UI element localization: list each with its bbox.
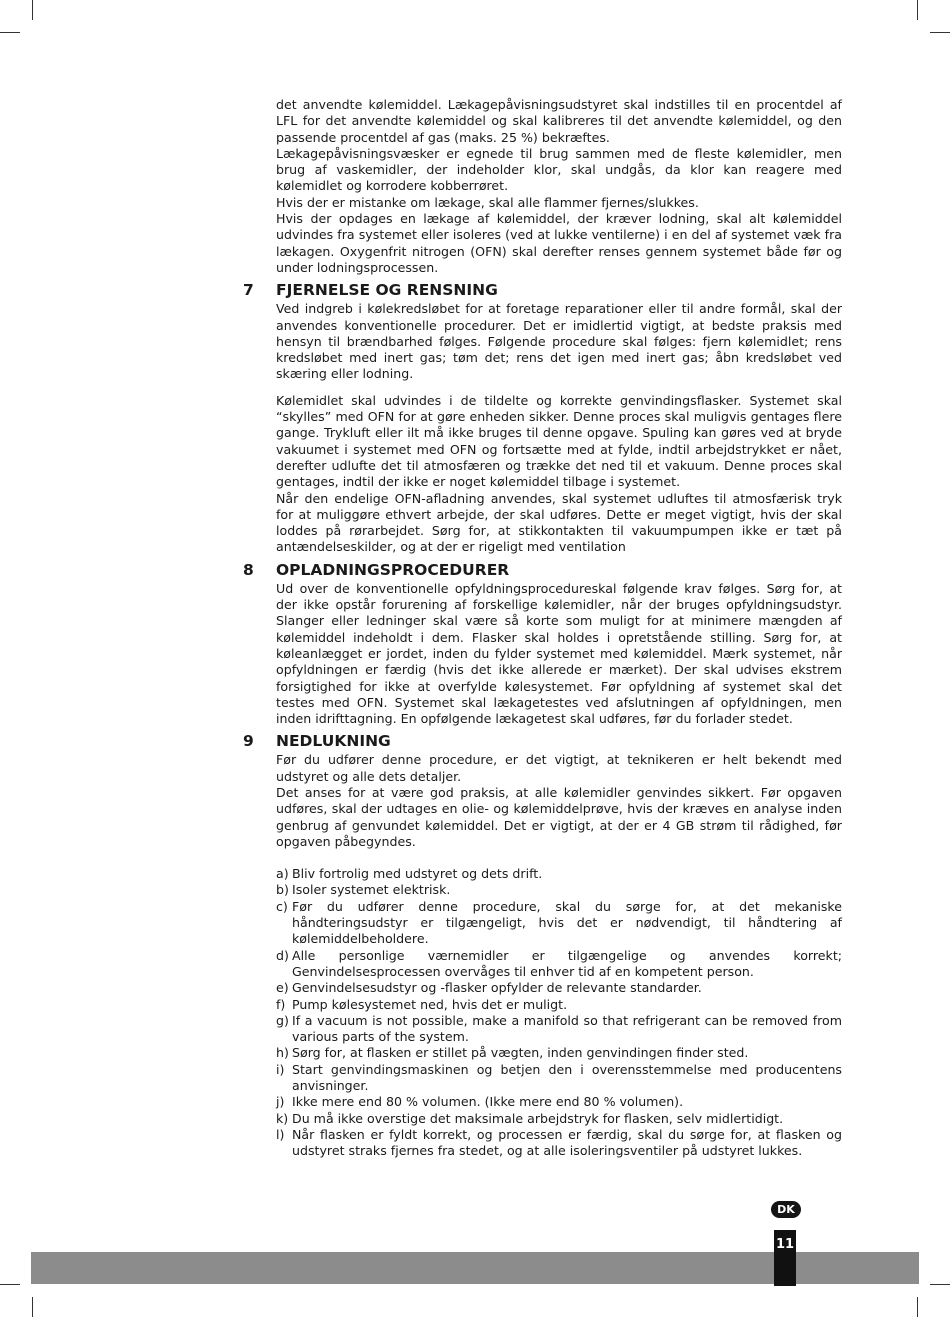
section-paragraph: Kølemidlet skal udvindes i de tildelte og korrekte genvindingsflasker. Systemet skal “skylles” med OFN for at gøre enheden sikker. Denne proces skal muligvis gentages flere gange. Trykluft eller ilt må ikke bruges til denne opgave. Spuling kan gøres ved at bryde vakuumet i systemet med OFN og fortsætte med at fylde, indtil arbejdstrykket er nået, derefter udlufte det til atmosfæren og trække det ned til et vakuum. Denne proces skal gentages, indtil der ikke er noget kølemiddel tilbage i systemet. [276, 392, 842, 490]
section-paragraph: Før du udfører denne procedure, er det vigtigt, at teknikeren er helt bekendt med udstyret og alle dets detaljer. [276, 752, 842, 784]
crop-mark [917, 1297, 918, 1317]
list-letter: d) [276, 947, 289, 963]
crop-mark [0, 32, 20, 33]
section-heading-7 [243, 281, 842, 300]
section-title: NEDLUKNING [276, 732, 391, 751]
list-text: Ikke mere end 80 % volumen. (Ikke mere end 80 % volumen). [292, 1094, 684, 1110]
list-letter: h) [276, 1045, 289, 1061]
list-letter: f) [276, 996, 286, 1012]
list-letter: l) [276, 1126, 285, 1142]
language-badge: DK [771, 1201, 801, 1218]
list-letter: j) [276, 1094, 285, 1110]
intro-paragraph: Lækagepåvisningsvæsker er egnede til brug sammen med de fleste kølemidler, men brug af vaskemidler, der indeholder klor, skal undgås, da klor kan reagere med kølemidlet og korrodere kobberrøret. [276, 145, 842, 194]
crop-mark [0, 1284, 20, 1285]
list-item [276, 980, 842, 996]
crop-mark [930, 1284, 950, 1285]
section-paragraph: Ud over de konventionelle opfyldningsprocedureskal følgende krav følges. Sørg for, at der ikke opstår forurening af forskellige kølemidler, når der bruges opfyldningsudstyr. Slanger eller ledninger skal være så korte som muligt for at minimere mængden af kølemiddel indeholdt i dem. Flasker skal holdes i opretstående stilling. Sørg for, at køleanlægget er jordet, inden du fylder systemet med kølemiddel. Mærk systemet, når opfyldningen er færdig (hvis det ikke allerede er mærket). Der skal udvises ekstrem forsigtighed for ikke at overfylde kølesystemet. Før opfyldning af systemet skal det testes med OFN. Systemet skal lækagetestes ved afslutningen af opfyldningen, men inden idrifttagning. En opfølgende lækagetest skal udføres, før du forlader stedet. [276, 580, 842, 727]
section-title: OPLADNINGSPROCEDURER [276, 560, 510, 579]
section-heading-9 [243, 732, 842, 751]
list-item [276, 1127, 842, 1160]
list-letter: a) [276, 866, 289, 882]
list-item [276, 948, 842, 981]
crop-mark [32, 0, 33, 20]
list-letter: g) [276, 1012, 289, 1028]
intro-paragraph: det anvendte kølemiddel. Lækagepåvisningsudstyret skal indstilles til en procentdel af LFL for det anvendte kølemiddel og skal kalibreres til det anvendte kølemiddel, og den passende procentdel af gas (maks. 25 %) bekræftes. [276, 97, 842, 145]
list-item [276, 882, 842, 898]
section-paragraph: Det anses for at være god praksis, at alle kølemidler genvindes sikkert. Før opgaven udføres, skal der udtages en olie- og kølemiddelprøve, hvis der kræves en analyse inden genbrug af genvundet kølemiddel. Det er vigtigt, at der er 4 GB strøm til rådighed, før opgaven påbegyndes. [276, 784, 842, 849]
list-letter: b) [276, 882, 289, 898]
paragraph-spacer [276, 383, 842, 393]
list-text: Isoler systemet elektrisk. [292, 882, 451, 898]
list-item [276, 1045, 842, 1061]
list-text: Når flasken er fyldt korrekt, og processen er færdig, skal du sørge for, at flasken og udstyret straks fjernes fra stedet, og at alle isoleringsventiler på udstyret lukkes. [292, 1126, 842, 1159]
section-paragraph: Når den endelige OFN-afladning anvendes, skal systemet udluftes til atmosfærisk tryk for at muliggøre ethvert arbejde, der skal udføres. Dette er meget vigtigt, hvis der skal loddes på rørarbejdet. Sørg for, at stikkontakten til vakuumpumpen ikke er tæt på antændelseskilder, og at der er rigeligt med ventilation [276, 490, 842, 555]
list-item [276, 997, 842, 1013]
section-title: FJERNELSE OG RENSNING [276, 281, 498, 300]
list-text: Pump kølesystemet ned, hvis det er muligt. [292, 996, 568, 1012]
list-letter: c) [276, 898, 288, 914]
crop-mark [930, 32, 950, 33]
list-item [276, 866, 842, 882]
list-item [276, 1062, 842, 1095]
list-text: Du må ikke overstige det maksimale arbejdstryk for flasken, selv midlertidigt. [292, 1110, 784, 1126]
page-number: 11 [774, 1230, 796, 1286]
section-paragraph: Ved indgreb i kølekredsløbet for at foretage reparationer eller til andre formål, skal der anvendes konventionelle procedurer. Det er imidlertid vigtigt, at bedste praksis med hensyn til brændbarhed følges. Følgende procedure skal følges: fjern kølemidlet; rens kredsløbet med inert gas; tøm det; rens det igen med inert gas; åbn kredsløbet ved skæring eller lodning. [276, 301, 842, 382]
list-item [276, 1111, 842, 1127]
list-item [276, 1094, 842, 1110]
crop-mark [32, 1297, 33, 1317]
section-number: 7 [243, 281, 254, 300]
list-text: Genvindelsesudstyr og -flasker opfylder de relevante standarder. [292, 980, 702, 996]
list-letter: k) [276, 1110, 289, 1126]
intro-paragraph: Hvis der er mistanke om lækage, skal alle flammer fjernes/slukkes. [276, 194, 699, 210]
section-number: 8 [243, 560, 254, 579]
intro-paragraph: Hvis der opdages en lækage af kølemiddel, der kræver lodning, skal alt kølemiddel udvindes fra systemet eller isoleres (ved at lukke ventilerne) i en del af systemet væk fra lækagen. Oxygenfrit nitrogen (OFN) skal derefter renses gennem systemet både før og under lodningsprocessen. [276, 211, 842, 275]
list-letter: e) [276, 980, 289, 996]
list-text: Før du udfører denne procedure, skal du sørge for, at det mekaniske håndteringsudstyr er tilgængeligt, hvis det er nødvendigt, til håndtering af kølemiddelbeholdere. [292, 898, 842, 947]
section-number: 9 [243, 732, 254, 751]
list-text: Start genvindingsmaskinen og betjen den i overensstemmelse med producentens anvisninger. [292, 1061, 842, 1094]
list-text: Sørg for, at flasken er stillet på vægten, inden genvindingen finder sted. [292, 1045, 749, 1061]
section-heading-8 [243, 560, 842, 580]
list-item [276, 1013, 842, 1046]
list-text: Bliv fortrolig med udstyret og dets drift. [292, 866, 543, 882]
list-text: Alle personlige værnemidler er tilgængelige og anvendes korrekt; Genvindelsesprocessen overvåges til enhver tid af en kompetent person. [292, 947, 842, 979]
list-item [276, 899, 842, 948]
list-text: If a vacuum is not possible, make a manifold so that refrigerant can be removed from various parts of the system. [292, 1012, 842, 1045]
procedure-list [276, 866, 842, 1159]
list-letter: i) [276, 1061, 285, 1077]
page-body [243, 97, 842, 1160]
paragraph-spacer [276, 850, 842, 866]
crop-mark [917, 0, 918, 20]
